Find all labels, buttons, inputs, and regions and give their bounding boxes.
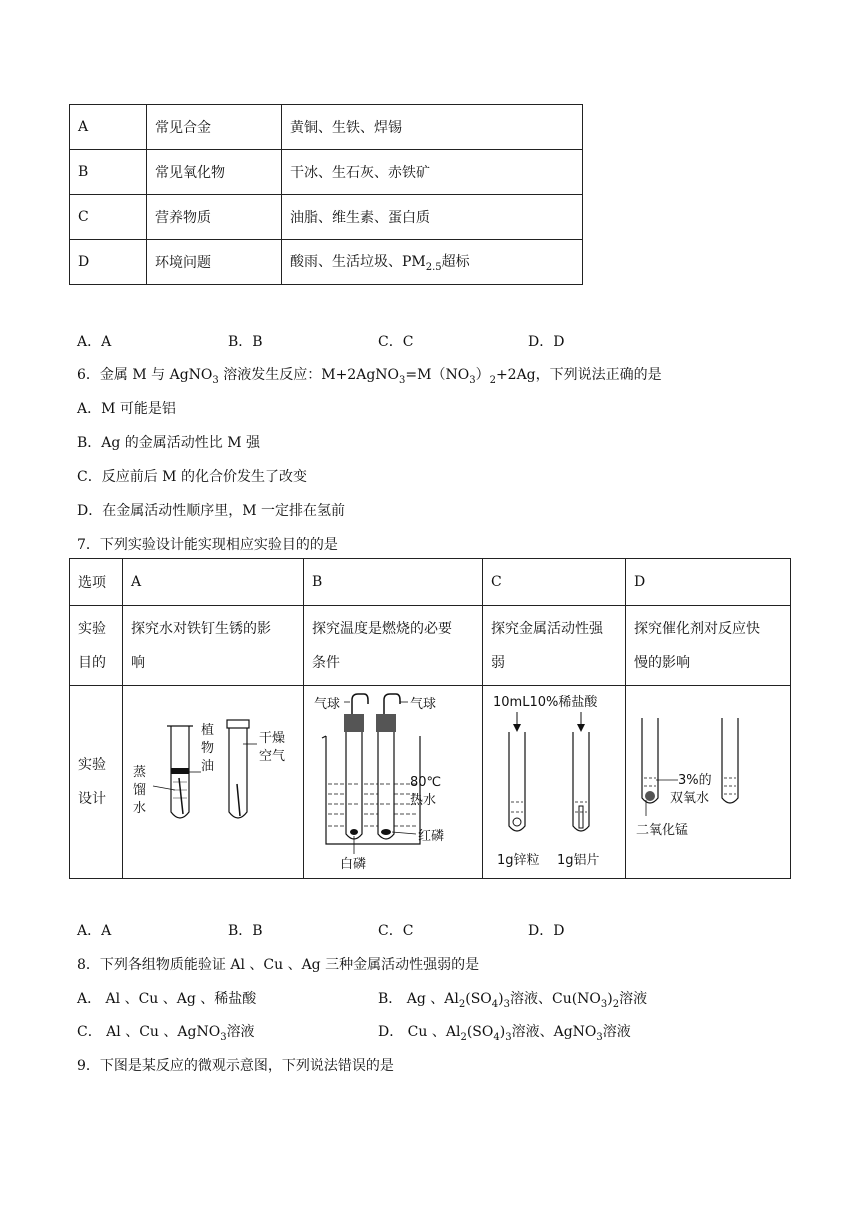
answer-option-c[interactable]: C．C bbox=[378, 923, 414, 939]
stem-text: 溶液发生反应：M+2AgNO bbox=[218, 367, 400, 383]
header-cell: 选项 bbox=[70, 559, 123, 606]
purpose-cell bbox=[626, 606, 791, 686]
label: 白磷 bbox=[340, 857, 367, 872]
items-text: 超标 bbox=[441, 254, 470, 271]
option-cell: B bbox=[70, 150, 147, 195]
answer-option-d[interactable]: D．D bbox=[528, 923, 565, 939]
purpose-text: 探究温度是燃烧的必要 bbox=[312, 620, 452, 637]
answer-option-d[interactable] bbox=[378, 1021, 631, 1043]
red-phosphorus bbox=[381, 829, 391, 835]
option-cell: A bbox=[70, 105, 147, 150]
answer-option-a[interactable]: A． Al 、Cu 、Ag 、稀盐酸 bbox=[77, 991, 257, 1007]
answer-option-c[interactable] bbox=[77, 1021, 255, 1043]
option-text: 溶液 bbox=[619, 991, 648, 1007]
header-cell: A bbox=[123, 559, 304, 606]
table-row bbox=[70, 195, 583, 240]
question-8-stem: 8．下列各组物质能验证 Al 、Cu 、Ag 三种金属活动性强弱的是 bbox=[77, 957, 480, 973]
figure-cell-a bbox=[123, 686, 304, 879]
subscript: 2 bbox=[458, 998, 466, 1010]
option-cell: C bbox=[70, 195, 147, 240]
label: 物 bbox=[201, 741, 215, 756]
option-text: D． Cu 、Al bbox=[378, 1024, 461, 1040]
answer-option-b[interactable]: B．B bbox=[228, 334, 263, 350]
classification-table bbox=[69, 104, 583, 285]
subscript: 3 bbox=[505, 1031, 512, 1043]
answer-option-b[interactable]: B．Ag 的金属活动性比 M 强 bbox=[77, 435, 261, 451]
stem-text: =M（NO bbox=[405, 367, 470, 383]
table-row bbox=[70, 606, 791, 686]
category-cell: 营养物质 bbox=[147, 195, 282, 240]
manganese-dioxide bbox=[645, 791, 655, 801]
label: 3%的 bbox=[678, 773, 712, 788]
category-cell: 环境问题 bbox=[147, 240, 282, 285]
option-text: 溶液 bbox=[226, 1024, 255, 1040]
aluminum-strip bbox=[579, 806, 583, 828]
zinc-granule bbox=[513, 818, 521, 826]
subscript: 2 bbox=[460, 1031, 467, 1043]
label: 气球 bbox=[314, 697, 341, 712]
table-row bbox=[70, 686, 791, 879]
answer-option-a[interactable]: A．A bbox=[77, 923, 112, 939]
answer-option-c[interactable]: C．C bbox=[378, 334, 414, 350]
purpose-text: 探究金属活动性强 bbox=[491, 620, 603, 637]
nail-1 bbox=[179, 778, 183, 814]
nail-2 bbox=[237, 784, 240, 816]
purpose-text: 条件 bbox=[312, 654, 340, 671]
test-tube-2 bbox=[378, 730, 394, 839]
label: 80℃ bbox=[410, 775, 442, 790]
subscript: 2.5 bbox=[425, 261, 442, 273]
label: 1g锌粒 bbox=[497, 853, 540, 868]
answer-option-b[interactable] bbox=[378, 988, 647, 1010]
test-tube-1 bbox=[509, 732, 525, 831]
label: 植 bbox=[201, 723, 215, 738]
purpose-cell bbox=[483, 606, 626, 686]
answer-option-a[interactable]: A．A bbox=[77, 334, 112, 350]
purpose-cell bbox=[123, 606, 304, 686]
label: 双氧水 bbox=[670, 791, 710, 806]
purpose-text: 响 bbox=[131, 654, 145, 671]
stopper-1 bbox=[344, 714, 364, 732]
answer-option-d[interactable]: D．在金属活动性顺序里，M 一定排在氢前 bbox=[77, 503, 346, 519]
option-text: ) bbox=[607, 991, 613, 1007]
option-cell: D bbox=[70, 240, 147, 285]
items-cell: 黄铜、生铁、焊锡 bbox=[282, 105, 583, 150]
subscript: 2 bbox=[612, 998, 620, 1010]
subscript: 4 bbox=[493, 1031, 500, 1043]
label: 1g铝片 bbox=[557, 853, 600, 868]
option-text: 溶液、Cu(NO bbox=[509, 991, 601, 1007]
label: 热水 bbox=[410, 793, 437, 808]
header-cell: D bbox=[626, 559, 791, 606]
items-cell bbox=[282, 240, 583, 285]
question-6-stem bbox=[77, 364, 662, 386]
label: 红磷 bbox=[418, 829, 445, 844]
option-text: 溶液 bbox=[602, 1024, 631, 1040]
metal-activity-figure bbox=[483, 686, 625, 874]
purpose-text: 弱 bbox=[491, 654, 505, 671]
table-row bbox=[70, 150, 583, 195]
subscript: 3 bbox=[503, 998, 510, 1010]
label: 10mL10%稀盐酸 bbox=[493, 695, 598, 710]
question-9-stem: 9．下图是某反应的微观示意图，下列说法错误的是 bbox=[77, 1058, 394, 1074]
label: 二氧化锰 bbox=[636, 823, 689, 838]
catalyst-experiment-figure bbox=[626, 686, 790, 874]
white-phosphorus bbox=[350, 829, 358, 835]
header-cell: C bbox=[483, 559, 626, 606]
option-text: (SO bbox=[466, 1024, 494, 1040]
figure-cell-b bbox=[304, 686, 483, 879]
answer-option-d[interactable]: D．D bbox=[528, 334, 565, 350]
test-tube-1 bbox=[346, 730, 362, 839]
option-text: (SO bbox=[465, 991, 492, 1007]
stopper bbox=[227, 720, 249, 728]
subscript: 3 bbox=[220, 1031, 227, 1043]
purpose-text: 探究催化剂对反应快 bbox=[634, 620, 760, 637]
label: 空气 bbox=[259, 749, 286, 764]
purpose-cell bbox=[304, 606, 483, 686]
row-label bbox=[70, 606, 123, 686]
beaker bbox=[326, 736, 420, 844]
items-cell: 干冰、生石灰、赤铁矿 bbox=[282, 150, 583, 195]
figure-cell-d bbox=[626, 686, 791, 879]
test-tube-1 bbox=[642, 718, 658, 803]
table-row bbox=[70, 105, 583, 150]
label: 蒸 bbox=[133, 765, 147, 780]
row-label bbox=[70, 686, 123, 879]
subscript: 3 bbox=[212, 374, 219, 386]
label-text: 设计 bbox=[78, 791, 106, 807]
label-text: 实验 bbox=[78, 620, 106, 637]
header-cell: B bbox=[304, 559, 483, 606]
option-text: 溶液、AgNO bbox=[511, 1024, 597, 1040]
table-row bbox=[70, 240, 583, 285]
combustion-experiment-figure bbox=[304, 686, 482, 874]
subscript: 2 bbox=[489, 374, 496, 386]
items-text: 酸雨、生活垃圾、PM bbox=[290, 254, 426, 271]
figure-cell-c bbox=[483, 686, 626, 879]
answer-option-c[interactable]: C．反应前后 M 的化合价发生了改变 bbox=[77, 469, 307, 485]
subscript: 3 bbox=[596, 1031, 603, 1043]
category-cell: 常见氧化物 bbox=[147, 150, 282, 195]
subscript: 3 bbox=[399, 374, 406, 386]
question-7-stem: 7．下列实验设计能实现相应实验目的的是 bbox=[77, 537, 338, 553]
subscript: 3 bbox=[600, 998, 608, 1010]
option-text: ) bbox=[498, 991, 504, 1007]
option-text: ) bbox=[499, 1024, 506, 1040]
label: 干燥 bbox=[259, 731, 286, 746]
label: 馏 bbox=[133, 783, 147, 798]
stem-text: ） bbox=[475, 367, 490, 383]
test-tube-2 bbox=[573, 732, 589, 831]
experiment-table bbox=[69, 558, 791, 879]
label: 气球 bbox=[410, 697, 437, 712]
oil-layer bbox=[171, 768, 189, 774]
answer-option-b[interactable]: B．B bbox=[228, 923, 263, 939]
table-header-row bbox=[70, 559, 791, 606]
stem-text: 6．金属 M 与 AgNO bbox=[77, 367, 213, 383]
purpose-text: 慢的影响 bbox=[634, 654, 690, 671]
option-text: B． Ag 、Al bbox=[378, 991, 459, 1007]
category-cell: 常见合金 bbox=[147, 105, 282, 150]
items-cell: 油脂、维生素、蛋白质 bbox=[282, 195, 583, 240]
label: 水 bbox=[133, 801, 147, 816]
purpose-text: 探究水对铁钉生锈的影 bbox=[131, 620, 271, 637]
label-text: 目的 bbox=[78, 654, 106, 671]
subscript: 4 bbox=[491, 998, 499, 1010]
answer-option-a[interactable]: A．M 可能是铝 bbox=[77, 401, 176, 417]
option-text: C． Al 、Cu 、AgNO bbox=[77, 1024, 221, 1040]
test-tube-2 bbox=[229, 726, 247, 818]
subscript: 3 bbox=[469, 374, 476, 386]
label: 油 bbox=[201, 759, 215, 774]
stem-text: +2Ag，下列说法正确的是 bbox=[495, 367, 662, 383]
rusting-experiment-figure bbox=[123, 686, 303, 874]
stopper-2 bbox=[376, 714, 396, 732]
label-text: 实验 bbox=[78, 757, 106, 773]
test-tube-2 bbox=[722, 718, 738, 803]
